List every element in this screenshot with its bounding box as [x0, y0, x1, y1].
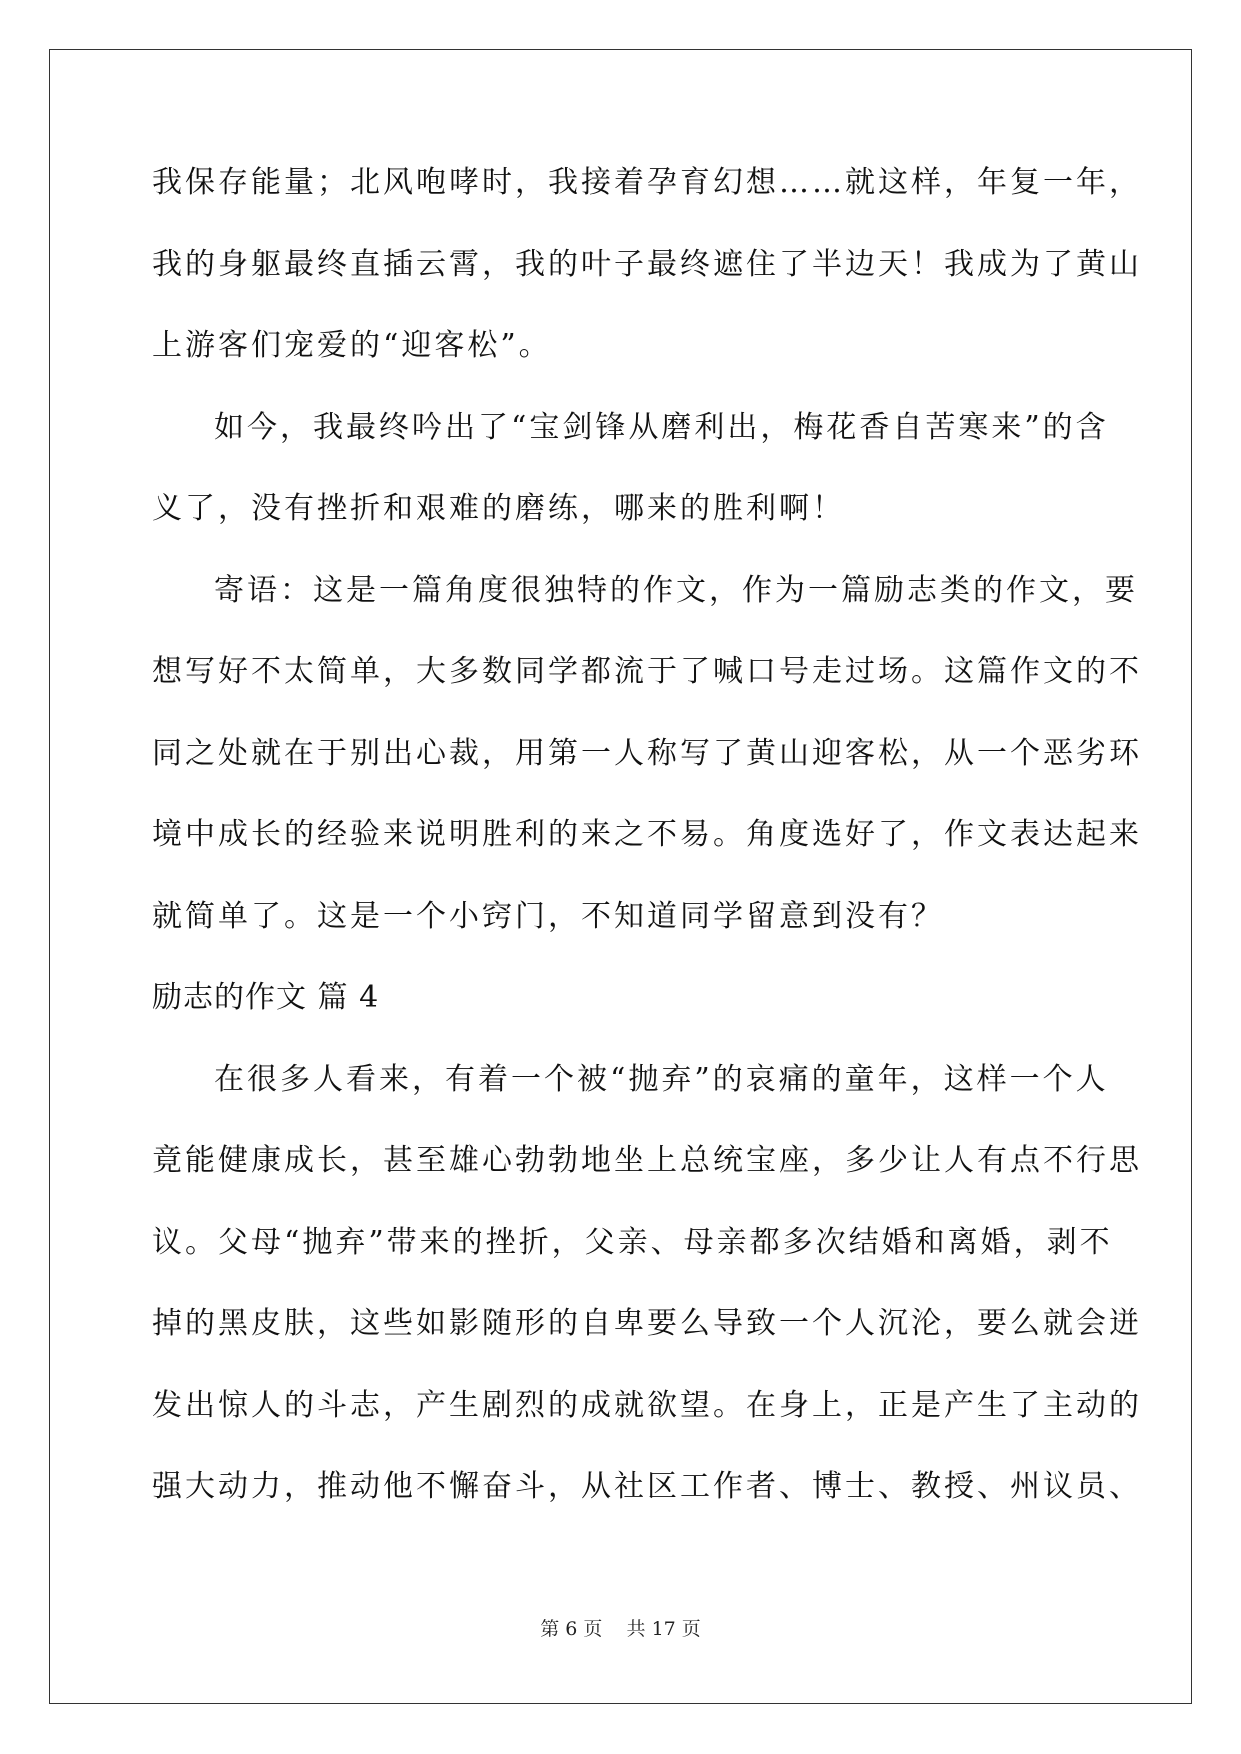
body-line: 竟能健康成长，甚至雄心勃勃地坐上总统宝座，多少让人有点不行思: [152, 1143, 1142, 1178]
body-line: 我保存能量；北风咆哮时，我接着孕育幻想……就这样，年复一年，: [152, 165, 1142, 200]
body-line: 强大动力，推动他不懈奋斗，从社区工作者、博士、教授、州议员、: [152, 1469, 1142, 1504]
body-line: 上游客们宠爱的“迎客松”。: [152, 328, 552, 363]
body-line: 议。父母“抛弃”带来的挫折，父亲、母亲都多次结婚和离婚，剥不: [152, 1224, 1113, 1260]
section-heading: 励志的作文 篇 4: [152, 980, 380, 1015]
body-line: 想写好不太简单，大多数同学都流于了喊口号走过场。这篇作文的不: [152, 654, 1142, 689]
body-line: 境中成长的经验来说明胜利的来之不易。角度选好了，作文表达起来: [152, 817, 1142, 852]
paragraph-first-line: 如今，我最终吟出了“宝剑锋从磨利出，梅花香自苦寒来”的含: [214, 409, 1109, 445]
document-body: [152, 164, 1142, 1550]
paragraph-first-line: 在很多人看来，有着一个被“抛弃”的哀痛的童年，这样一个人: [214, 1061, 1109, 1097]
body-line: 发出惊人的斗志，产生剧烈的成就欲望。在身上，正是产生了主动的: [152, 1387, 1142, 1423]
body-line: 同之处就在于别出心裁，用第一人称写了黄山迎客松，从一个恶劣环: [152, 735, 1142, 771]
body-line: 我的身躯最终直插云霄，我的叶子最终遮住了半边天！我成为了黄山: [152, 246, 1142, 282]
body-line: 义了，没有挫折和艰难的磨练，哪来的胜利啊！: [152, 491, 845, 526]
body-line: 就简单了。这是一个小窍门，不知道同学留意到没有？: [152, 898, 944, 934]
page-number-footer: 第 6 页 共 17 页: [540, 1618, 701, 1640]
paragraph-first-line: 寄语：这是一篇角度很独特的作文，作为一篇励志类的作文，要: [214, 572, 1138, 608]
body-line: 掉的黑皮肤，这些如影随形的自卑要么导致一个人沉沦，要么就会迸: [152, 1306, 1142, 1341]
